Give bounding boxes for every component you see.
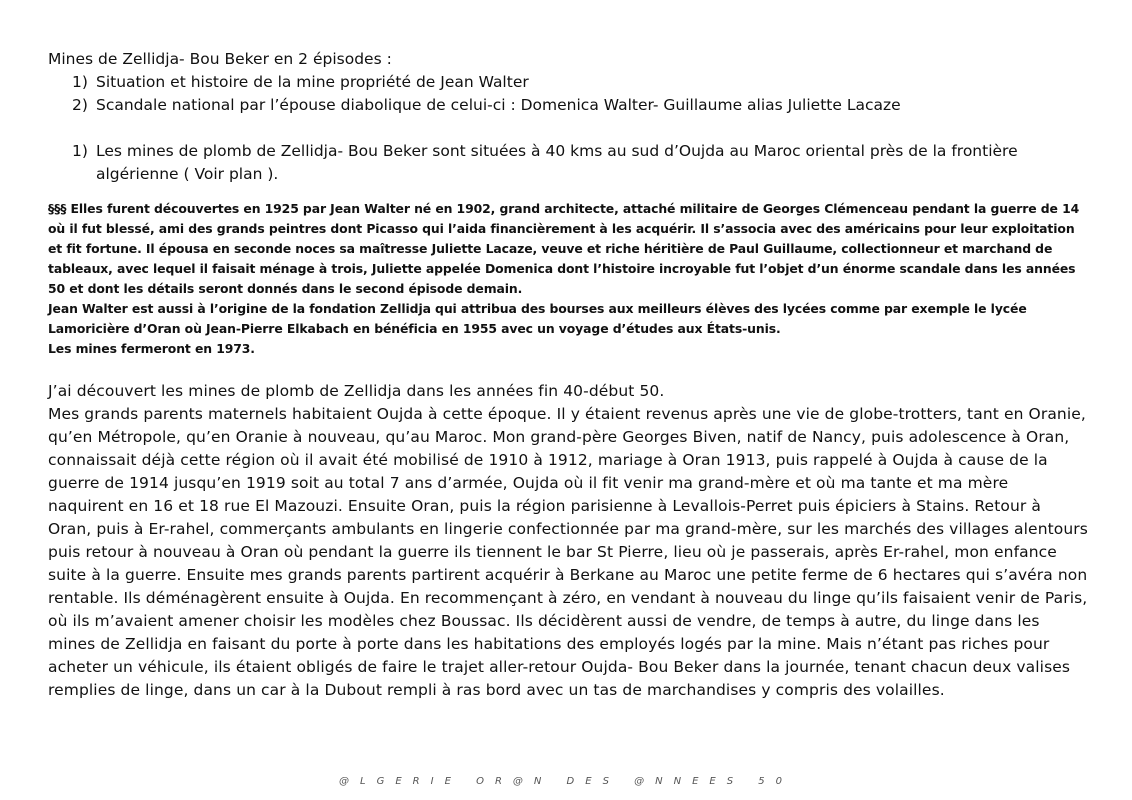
history-paragraph: Jean Walter est aussi à l’origine de la fondation Zellidja qui attribua des bourses aux meilleurs élèves des lycées comme par exemple le lycée Lamoricière d’Oran où Jean-Pierre Elkabach en bénéficia en 1955 avec un voyage d’études aux États-unis. <box>48 301 1027 336</box>
list-item <box>48 94 1088 117</box>
list-number: 1) <box>72 142 88 160</box>
list-item <box>48 71 1088 94</box>
section-list <box>48 140 1088 186</box>
body-text <box>48 380 1088 702</box>
body-paragraph: Mes grands parents maternels habitaient Oujda à cette époque. Il y étaient revenus après une vie de globe-trotters, tant en Oranie, qu’en Métropole, qu’en Oranie à nouveau, qu’au Maroc. Mon grand-père Georges Biven, natif de Nancy, puis adolescence à Oran, connaissait déjà cette région où il avait été mobilisé de 1910 à 1912, mariage à Oran 1913, puis rappelé à Oujda à cause de la guerre de 1914 jusqu’en 1919 soit au total 7 ans d’armée, Oujda où il fit venir ma grand-mère et où ma tante et ma mère naquirent en 16 et 18 rue El Mazouzi. Ensuite Oran, puis la région parisienne à Levallois-Perret puis épiciers à Stains. Retour à Oran, puis à Er-rahel, commerçants ambulants en lingerie confectionnée par ma grand-mère, sur les marchés des villages alentours puis retour à nouveau à Oran où pendant la guerre ils tiennent le bar St Pierre, lieu où je passerais, après Er-rahel, mon enfance suite à la guerre. Ensuite mes grands parents partirent acquérir à Berkane au Maroc une petite ferme de 6 hectares qui s’avéra non rentable. Ils déménagèrent ensuite à Oujda. En recommençant à zéro, en vendant à nouveau du linge qu’ils faisaient venir de Paris, où ils m’avaient amener choisir les modèles chez Boussac. Ils décidèrent aussi de vendre, de temps à autre, du linge dans les mines de Zellidja en faisant du porte à porte dans les habitations des employés logés par la mine. Mais n’étant pas riches pour acheter un véhicule, ils étaient obligés de faire le trajet aller-retour Oujda- Bou Beker dans la journée, tenant chacun deux valises remplies de linge, dans un car à la Dubout rempli à ras bord avec un tas de marchandises y compris des volailles. <box>48 405 1088 699</box>
document-title: Mines de Zellidja- Bou Beker en 2 épisodes : <box>48 50 392 68</box>
list-item-text: Situation et histoire de la mine propriété de Jean Walter <box>96 73 529 91</box>
list-number: 2) <box>72 96 88 114</box>
list-number: 1) <box>72 73 88 91</box>
episodes-list <box>48 71 1088 117</box>
page-footer: @LGERIE OR@N DES @NNEES 50 <box>339 776 793 787</box>
list-item <box>48 140 1088 186</box>
history-paragraph: Les mines fermeront en 1973. <box>48 341 255 356</box>
list-item-text: Scandale national par l’épouse diabolique de celui-ci : Domenica Walter- Guillaume alias Juliette Lacaze <box>96 96 901 114</box>
history-block <box>48 199 1088 359</box>
list-item-text: Les mines de plomb de Zellidja- Bou Beker sont situées à 40 kms au sud d’Oujda au Maroc oriental près de la frontière algérienne ( Voir plan ). <box>96 142 1018 183</box>
body-paragraph: J’ai découvert les mines de plomb de Zellidja dans les années fin 40-début 50. <box>48 382 665 400</box>
document-page <box>48 48 1088 702</box>
history-paragraph: §§§ Elles furent découvertes en 1925 par Jean Walter né en 1902, grand architecte, attaché militaire de Georges Clémenceau pendant la guerre de 14 où il fut blessé, ami des grands peintres dont Picasso qui l’aida financièrement à les acquérir. Il s’associa avec des américains pour leur exploitation et fit fortune. Il épousa en seconde noces sa maîtresse Juliette Lacaze, veuve et riche héritière de Paul Guillaume, collectionneur et marchand de tableaux, avec lequel il faisait ménage à trois, Juliette appelée Domenica dont l’histoire incroyable fut l’objet d’un énorme scandale dans les années 50 et dont les détails seront donnés dans le second épisode demain. <box>48 201 1080 296</box>
